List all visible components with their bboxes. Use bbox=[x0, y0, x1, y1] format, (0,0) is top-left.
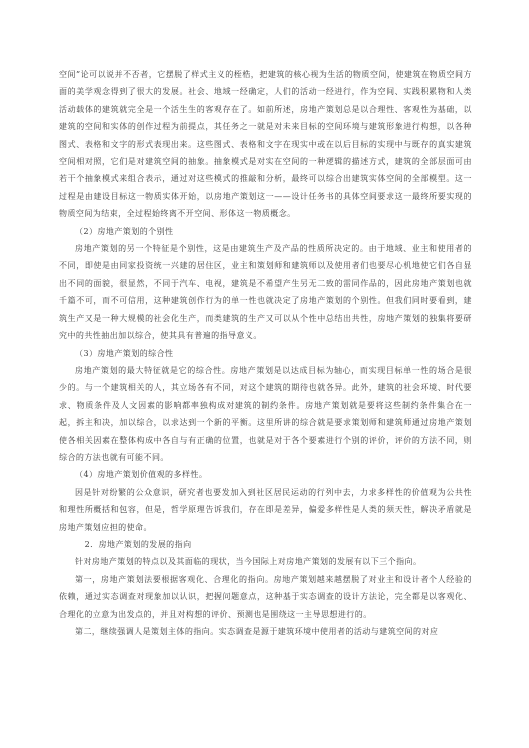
section-heading-3: （3）房地产策划的综合性 bbox=[75, 348, 174, 358]
paragraph-6: 第一，房地产策划法要根据客观化、合理化的指向。房地产策划越来越摆脱了对业主和设计者个人经验的依赖，通过实态调查对现象加以认识，把握问题意点，这种基于实态调查的设计方法论，完全都是以客观化、合理化的立意为出发点的，并且对构想的评价、预测也是围绕这一主导思想进行的。 bbox=[59, 574, 472, 619]
paragraph-3: 房地产策划的最大特征就是它的综合性。房地产策划是以达成目标为轴心，而实现目标单一性的场合是很少的。与一个建筑相关的人，其立场各有不同，对这个建筑的期待也就各异。此外，建筑的社会环境、时代要求、物质条件及人文因素的影响都率独构成对建筑的制约条件。房地产策划就是要将这些制约条件集合在一起，拆主和决，加以综合，以求达到一个新的平衡。这里所讲的综合就是要求策划师和建筑师通过房地产策划使各相关因素在整体构成中各自与有正确的位置，也就是对于各个要素进行个别的评价，评价的方法不同，则综合的方法也就有可能不同。 bbox=[59, 365, 472, 462]
section-heading-development: 2．房地产策划的发展的指向 bbox=[84, 539, 192, 549]
document-body bbox=[59, 66, 472, 640]
section-heading-2: （2）房地产策划的个别性 bbox=[75, 226, 174, 236]
paragraph-4: 因是针对纷繁的公众意识，研究者也要发加入到社区居民运动的行列中去，力求多样性的价值观为公共性和理性所概括和包容，但是，哲学原理告诉我们，存在即是差异，偏爱多样性是人类的须天性，解决矛盾就是房地产策划应担的使命。 bbox=[59, 487, 472, 532]
paragraph-5: 针对房地产策划的特点以及其面临的现状，当今国际上对房地产策划的发展有以下三个指向。 bbox=[75, 557, 422, 567]
section-heading-4: （4）房地产策划价值观的多样性。 bbox=[75, 470, 208, 480]
paragraph-1: 空间”论可以说并不否者，它摆脱了样式主义的桎梏，把建筑的核心视为生活的物质空间，使建筑在物质空间方面的美学观念得到了很大的发展。社会、地域一经确定，人们的活动一经进行，作为空间、实践积累物和人类活动载体的建筑就完全是一个活生生的客观存在了。如前所述，房地产策划总是以合理性、客观性为基础，以建筑的空间和实体的创作过程为前提点，其任务之一就是对未来目标的空间环境与建筑形象进行构想，以各种图式、表格和文字的形式表现出来。这些图式、表格和文字在现实中或在以后目标的实现中与既存的真实建筑空间相对照，它们是对建筑空间的抽象。抽象模式是对实在空间的一种逻辑的描述方式，建筑的全部层面可由若干个抽象模式来组合表示，通过对这些模式的推敲和分析，最终可以综合出建筑实体空间的全部模型。这一过程是由建设目标这一物质实体开始，以房地产策划这一——设计任务书的具体空间要求这一最终所要实现的物质空间为结束，全过程始终离不开空间、形体这一物质概念。 bbox=[59, 70, 472, 219]
paragraph-2: 房地产策划的另一个特征是个别性，这是由建筑生产及产品的性质所决定的。由于地域、业主和使用者的不同，即使是由同家投资统一兴建的居住区，业主和策划师和建筑师以及使用者们也要尽心机地使它们各自显出不同的面貌，很显然，不同于汽车、电视，建筑是不希望产生另无二致的雷同作品的，因此房地产策划也就千篇不可，而不可信用，这种建筑创作行为的单一性也就决定了房地产策划的个别性。但我们同时要看到，建筑生产又是一种大规模的社会化生产，而类建筑的生产又可以从个性中总结出共性，房地产策划的独集将要研究中的共性抽出加以综合，使其具有普遍的指导意义。 bbox=[59, 244, 472, 341]
paragraph-7: 第二，继续强调人是策划主体的指向。实态调查是源于建筑环境中使用者的活动与建筑空间的对应 bbox=[75, 627, 439, 636]
